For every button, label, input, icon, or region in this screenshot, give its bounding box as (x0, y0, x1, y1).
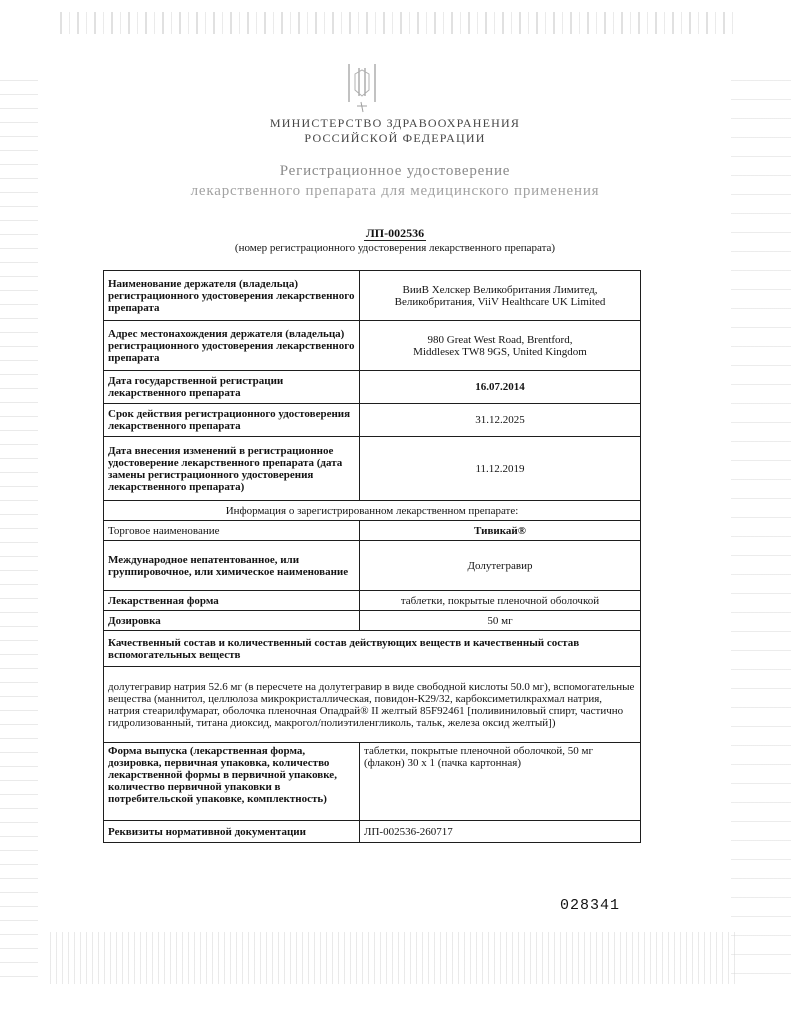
coat-of-arms-icon (337, 62, 387, 114)
document-title-line-1: Регистрационное удостоверение (279, 163, 511, 179)
form-serial-number: 028341 (560, 897, 621, 914)
registration-table (103, 270, 641, 843)
table-row (104, 404, 641, 437)
product-section-title: Информация о зарегистрированном лекарственном препарате: (104, 501, 641, 521)
table-row (104, 667, 641, 743)
holder-address-label: Адрес местонахождения держателя (владельца) регистрационного удостоверения лекарственного препарата (104, 321, 360, 371)
changes-date-value: 11.12.2019 (360, 437, 641, 501)
validity-period-value: 31.12.2025 (360, 404, 641, 437)
inn-value: Долутегравир (360, 541, 641, 591)
holder-name-line-1: ВииВ Хелскер Великобритания Лимитед, (402, 283, 598, 296)
table-row (104, 371, 641, 404)
table-row (104, 631, 641, 667)
holder-name-line-2: Великобритания, ViiV Healthcare UK Limited (394, 295, 606, 308)
inn-label: Международное непатентованное, или группировочное, или химическое наименование (104, 541, 360, 591)
ministry-name (100, 116, 690, 146)
composition-label: Качественный состав и количественный состав действующих веществ и качественный состав вспомогательных веществ (104, 631, 641, 667)
composition-value: долутегравир натрия 52.6 мг (в пересчете на долутегравир в виде свободной кислоты 50.0 мг), вспомогательные вещества (маннитол, целлюлоза микрокристаллическая, повидон-К29/32, карбоксиметилкрахмал натрия, натрия стеарилфумарат, оболочка пленочная Опадрай® II желтый 85F92461 [поливиниловый спирт, частично гидролизованный, титана диоксид, макрогол/полиэтиленгликоль, тальк, железа оксид желтый]) (104, 667, 641, 743)
table-row (104, 501, 641, 521)
dose-label: Дозировка (104, 611, 360, 631)
dose-value: 50 мг (360, 611, 641, 631)
holder-name-value (360, 271, 641, 321)
trade-name-label: Торговое наименование (104, 521, 360, 541)
scan-noise-left (0, 80, 38, 980)
table-row (104, 521, 641, 541)
table-row (104, 541, 641, 591)
scan-noise-top (60, 12, 740, 34)
holder-address-line-1: 980 Great West Road, Brentford, (427, 333, 573, 346)
dosage-form-label: Лекарственная форма (104, 591, 360, 611)
holder-address-value (360, 321, 641, 371)
registration-number-caption: (номер регистрационного удостоверения лекарственного препарата) (234, 242, 556, 254)
release-form-value: таблетки, покрытые пленочной оболочкой, 50 мг (флакон) 30 x 1 (пачка картонная) (360, 743, 641, 821)
validity-period-label: Срок действия регистрационного удостоверения лекарственного препарата (104, 404, 360, 437)
holder-address-line-2: Middlesex TW8 9GS, United Kingdom (413, 345, 587, 358)
ministry-line-2: РОССИЙСКОЙ ФЕДЕРАЦИИ (304, 131, 486, 145)
normative-documentation-value: ЛП-002536-260717 (360, 821, 641, 843)
document-title-line-2: лекарственного препарата для медицинского применения (190, 183, 600, 199)
scan-noise-bottom (50, 932, 740, 984)
release-form-label: Форма выпуска (лекарственная форма, дозировка, первичная упаковка, количество лекарственной формы в первичной упаковке, количество первичной упаковки в потребительской упаковке, комплектность) (104, 743, 360, 821)
table-row (104, 437, 641, 501)
holder-name-label: Наименование держателя (владельца) регистрационного удостоверения лекарственного препарата (104, 271, 360, 321)
changes-date-label: Дата внесения изменений в регистрационное удостоверение лекарственного препарата (дата замены регистрационного удостоверения лекарственного препарата) (104, 437, 360, 501)
table-row (104, 743, 641, 821)
table-row (104, 821, 641, 843)
trade-name-value: Тивикай® (360, 521, 641, 541)
table-row (104, 591, 641, 611)
table-row (104, 611, 641, 631)
table-row (104, 321, 641, 371)
registration-number-value: ЛП-002536 (365, 226, 425, 240)
table-row (104, 271, 641, 321)
normative-documentation-label: Реквизиты нормативной документации (104, 821, 360, 843)
scan-noise-right (731, 80, 791, 980)
dosage-form-value: таблетки, покрытые пленочной оболочкой (360, 591, 641, 611)
state-registration-date-value: 16.07.2014 (360, 371, 641, 404)
state-registration-date-label: Дата государственной регистрации лекарственного препарата (104, 371, 360, 404)
ministry-line-1: МИНИСТЕРСТВО ЗДРАВООХРАНЕНИЯ (269, 116, 521, 130)
registration-number (100, 226, 690, 241)
